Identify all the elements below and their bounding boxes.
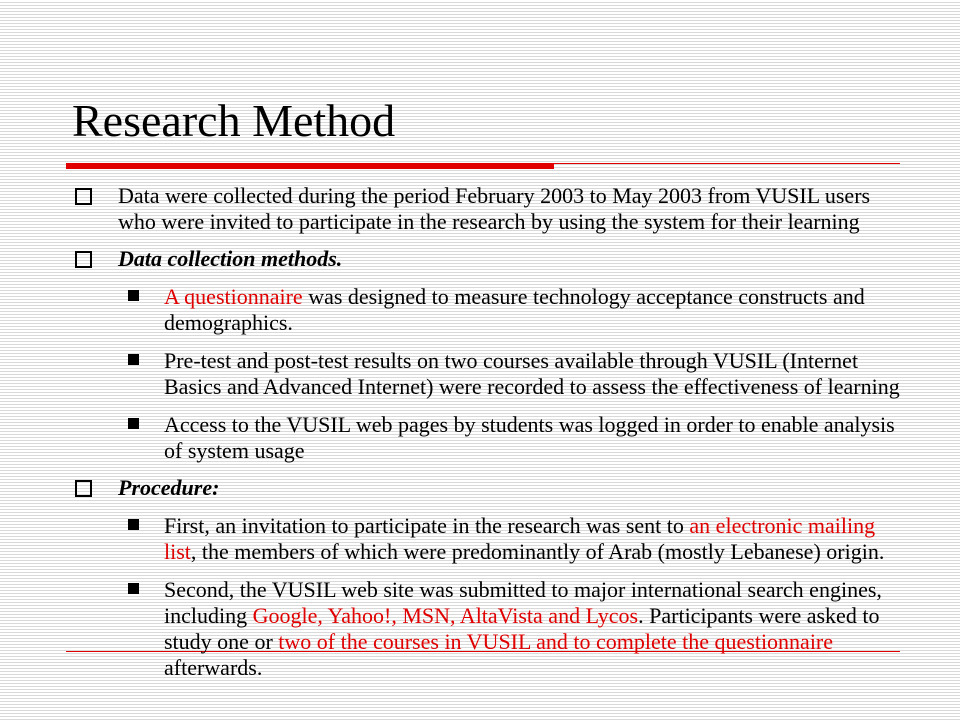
bullet-text: Second, the VUSIL web site was submitted to major international search engines, including — [164, 577, 882, 628]
slide-body — [0, 183, 960, 681]
hollow-square-bullet-icon — [75, 251, 92, 268]
bullet-text: , the members of which were predominantly of Arab (mostly Lebanese) origin. — [190, 539, 885, 564]
bullet-text: Pre-test and post-test results on two courses available through VUSIL (Internet Basics and Advanced Internet) were recorded to assess the effectiveness of learning — [164, 348, 900, 399]
bullet-text: . Participants were asked to study one or — [164, 603, 880, 654]
bullet-data-collected — [0, 183, 900, 235]
sub-bullet-search-engines — [0, 577, 900, 681]
sub-bullet-questionnaire — [0, 284, 900, 336]
bullet-heading: Procedure: — [118, 475, 220, 500]
filled-square-bullet-icon — [128, 290, 139, 301]
sub-bullet-pretest — [0, 348, 900, 400]
hollow-square-bullet-icon — [75, 188, 92, 205]
slide-title: Research Method — [72, 95, 396, 146]
highlight-text: two of the courses in VUSIL and to complete the questionnaire — [278, 629, 834, 654]
highlight-text: A questionnaire — [164, 284, 303, 309]
bullet-text: Data were collected during the period February 2003 to May 2003 from VUSIL users who were invited to participate in the research by using the system for their learning — [118, 183, 871, 234]
sub-bullet-invitation — [0, 513, 900, 565]
hollow-square-bullet-icon — [75, 480, 92, 497]
bullet-text: afterwards. — [164, 655, 263, 680]
bullet-data-collection-methods — [0, 246, 900, 272]
bullet-text: Access to the VUSIL web pages by students was logged in order to enable analysis of system usage — [164, 412, 895, 463]
bullet-text: was designed to measure technology acceptance constructs and demographics. — [164, 284, 865, 335]
sub-bullet-access-logged — [0, 412, 900, 464]
bullet-heading: Data collection methods. — [118, 246, 343, 271]
filled-square-bullet-icon — [128, 418, 139, 429]
bullet-text: First, an invitation to participate in the research was sent to — [164, 513, 690, 538]
filled-square-bullet-icon — [128, 519, 139, 530]
highlight-text: Google, Yahoo!, MSN, AltaVista and Lycos — [252, 603, 639, 628]
bullet-procedure — [0, 475, 900, 501]
filled-square-bullet-icon — [128, 583, 139, 594]
title-underline-rule — [66, 163, 900, 164]
highlight-text: an electronic mailing list — [164, 513, 876, 564]
filled-square-bullet-icon — [128, 354, 139, 365]
